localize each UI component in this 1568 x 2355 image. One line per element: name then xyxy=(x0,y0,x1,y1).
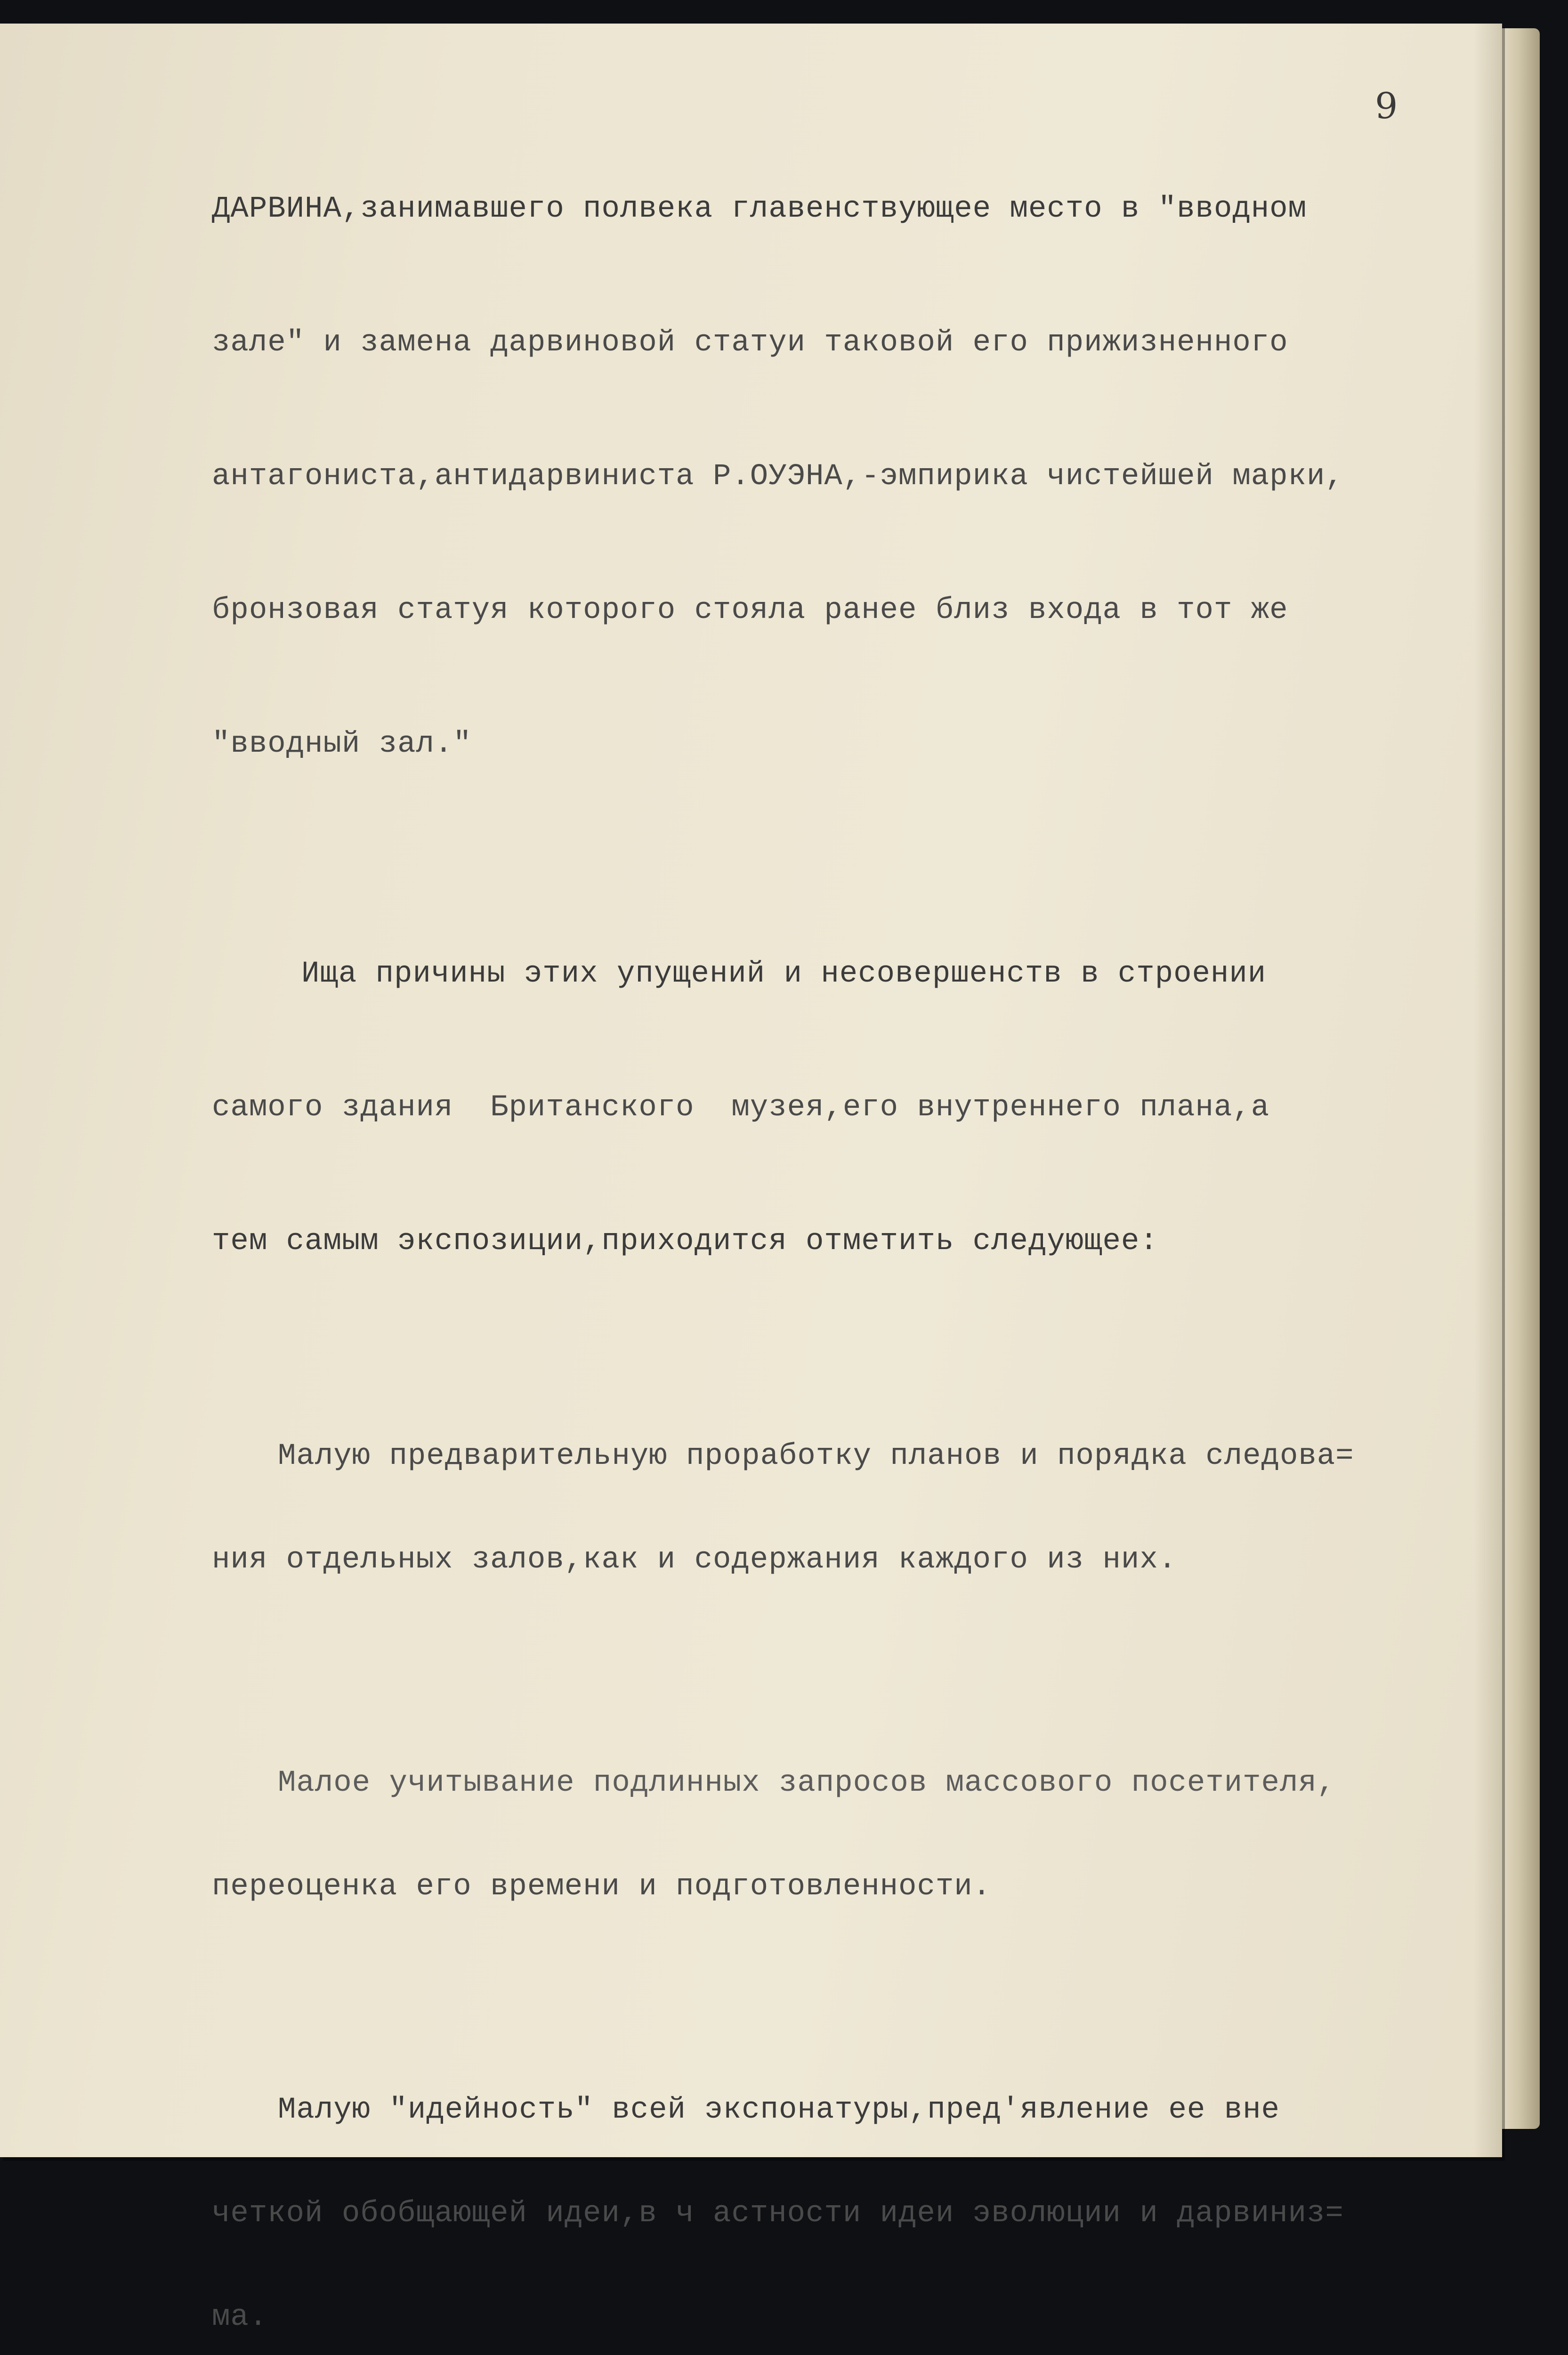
text-line: ма. xyxy=(212,2300,268,2334)
text-line: четкой обобщающей идеи,в ч астности идеи эволюции и дарвиниз= xyxy=(212,2197,1344,2231)
text-line: "вводный зал." xyxy=(212,727,472,761)
page-body xyxy=(212,108,1483,2355)
text-line: антагониста,антидарвиниста Р.ОУЭНА,-эмпирика чистейшей марки, xyxy=(212,460,1344,494)
text-line: самого здания Британского музея,его внутреннего плана,а xyxy=(212,1091,1270,1125)
text-line: Ища причины этих упущений и несовершенств в строении xyxy=(301,957,1267,991)
text-line: зале" и замена дарвиновой статуи таковой его прижизненного xyxy=(212,326,1288,360)
text-line: Малую предварительную проработку планов и порядка следова= xyxy=(278,1439,1354,1473)
typed-page xyxy=(0,24,1502,2334)
text-line: бронзовая статуя которого стояла ранее близ входа в тот же xyxy=(212,593,1288,627)
text-line: ния отдельных залов,как и содержания каждого из них. xyxy=(212,1543,1177,1577)
text-line: тем самым экспозиции,приходится отметить следующее: xyxy=(212,1225,1158,1259)
text-line: переоценка его времени и подготовленности. xyxy=(212,1870,992,1904)
page-number: 9 xyxy=(1375,85,1398,127)
text-line: ДАРВИНА,занимавшего полвека главенствующее место в "вводном xyxy=(212,192,1307,226)
text-line: Малое учитывание подлинных запросов массового посетителя, xyxy=(278,1766,1336,1800)
text-line: Малую "идейность" всей экспонатуры,пред'явление ее вне xyxy=(278,2093,1280,2127)
